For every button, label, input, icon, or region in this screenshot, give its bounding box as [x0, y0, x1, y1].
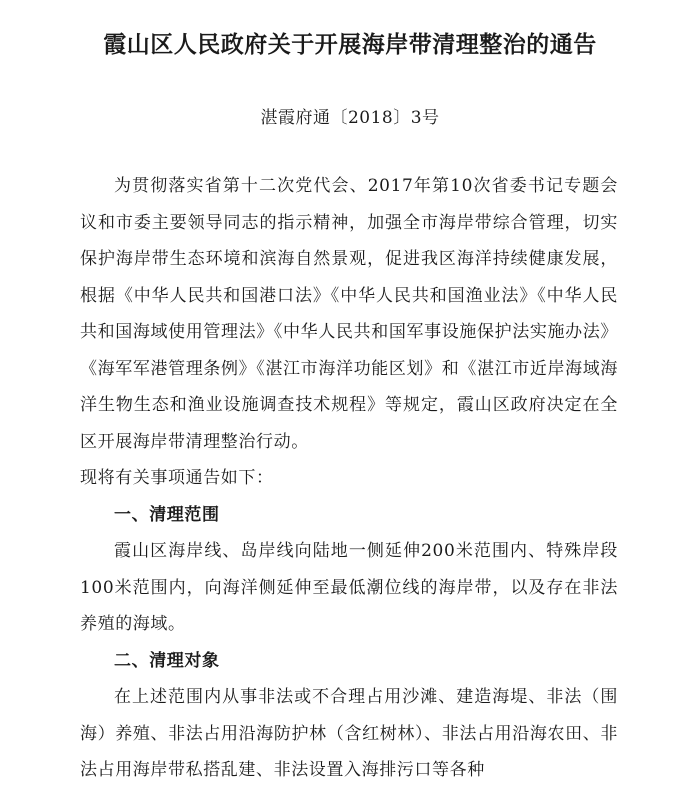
document-title: 霞山区人民政府关于开展海岸带清理整治的通告 [103, 32, 597, 58]
document-body [80, 168, 618, 789]
section-heading-scope: 一、清理范围 [114, 504, 220, 525]
announce-line: 现将有关事项通告如下： [80, 468, 274, 488]
section-heading-targets: 二、清理对象 [114, 650, 220, 671]
document-number: 湛霞府通〔2018〕3号 [260, 108, 440, 128]
section-text-scope: 霞山区海岸线、岛岸线向陆地一侧延伸200米范围内、特殊岸段100米范围内，向海洋侧延伸至最低潮位线的海岸带，以及存在非法养殖的海域。 [80, 541, 618, 634]
intro-paragraph: 为贯彻落实省第十二次党代会、2017年第10次省委书记专题会议和市委主要领导同志的指示精神，加强全市海岸带综合管理，切实保护海岸带生态环境和滨海自然景观，促进我区海洋持续健康发展，根据《中华人民共和国港口法》《中华人民共和国渔业法》《中华人民共和国海域使用管理法》《中华人民共和国军事设施保护法实施办法》《海军军港管理条例》《湛江市海洋功能区划》和《湛江市近岸海域海洋生物生态和渔业设施调查技术规程》等规定，霞山区政府决定在全区开展海岸带清理整治行动。 [80, 176, 618, 452]
section-text-targets: 在上述范围内从事非法或不合理占用沙滩、建造海堤、非法（围海）养殖、非法占用沿海防护林（含红树林）、非法占用沿海农田、非法占用海岸带私搭乱建、非法设置入海排污口等各种 [80, 687, 618, 780]
